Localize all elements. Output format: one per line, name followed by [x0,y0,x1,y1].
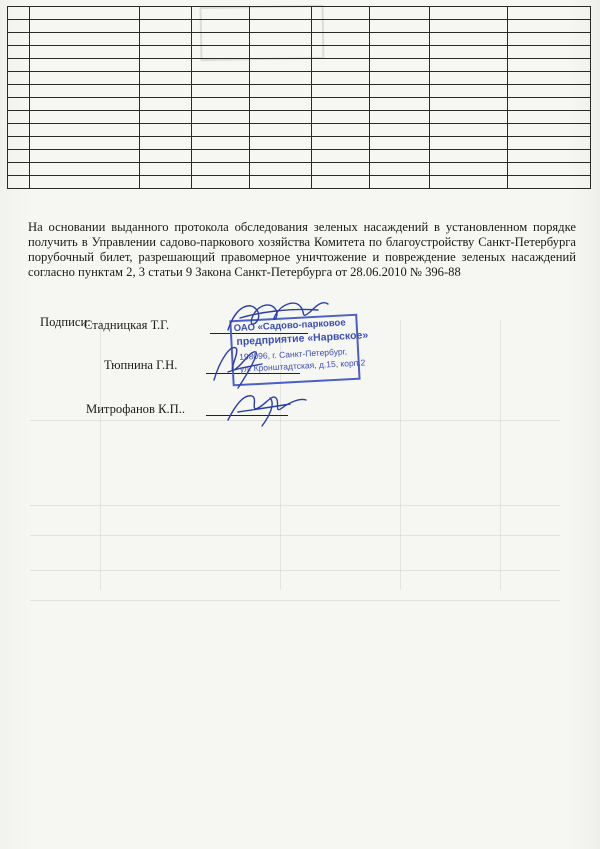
signature-1 [228,303,328,330]
signature-1-tail [240,309,318,318]
signatures-label: Подписи: [40,315,91,329]
signer-name: Тюпнина Г.Н. [104,358,178,372]
decision-paragraph: На основании выданного протокола обследования зеленых насаждений в установленном порядке получить в Управлении садово-паркового хозяйства Комитета по благоустройству Санкт-Петербурга порубочный билет, разрешающий правомерное уничтожение и повреждение зеленых насаждений согласно пунктам 2, 3 статьи 9 Закона Санкт-Петербурга от 28.06.2010 № 396-88 [28,220,576,279]
signature-2 [214,348,262,388]
stamp-line: ул. Кронштадтская, д.15, корп.2 [239,357,366,374]
stamp-line: ОАО «Садово-парковое [233,317,346,335]
signer-name: Стадницкая Т.Г. [84,318,170,332]
signer-name: Митрофанов К.П.. [86,402,186,416]
signature-3 [228,396,306,426]
stamp-line: предприятие «Нарвское» [236,329,369,349]
stamp-line: 198096, г. Санкт-Петербург, [238,346,348,362]
